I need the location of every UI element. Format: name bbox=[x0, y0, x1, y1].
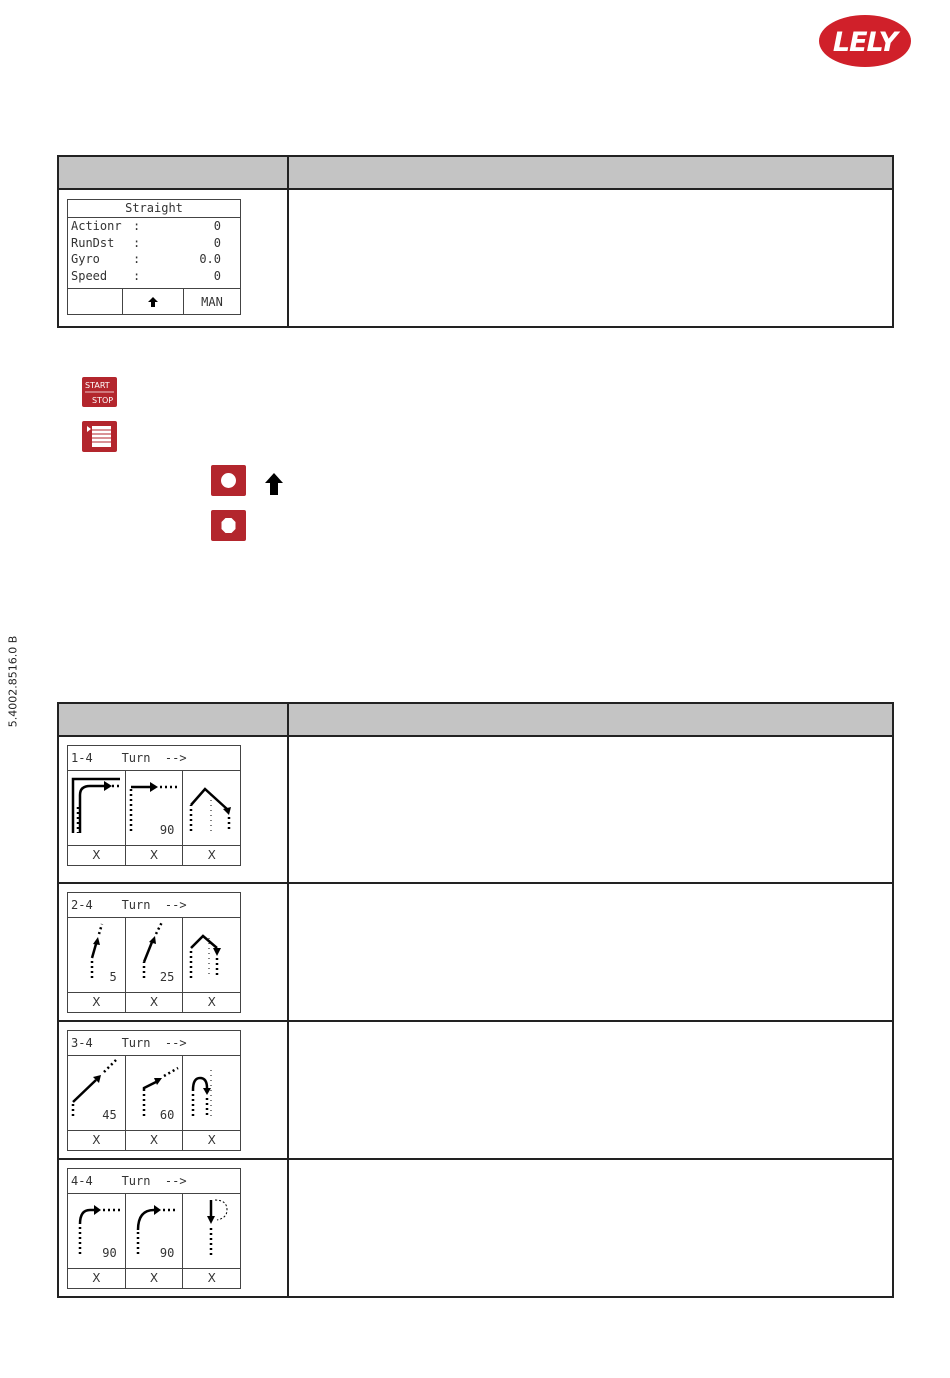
turn-screen-3: 3-4 Turn --> 45 60 X X X bbox=[67, 1030, 241, 1151]
document-code: 5.4002.8516.0 B bbox=[6, 635, 20, 728]
screen-cell bbox=[58, 736, 288, 883]
turn-option: 5 bbox=[68, 918, 125, 992]
turn-option: 90 bbox=[125, 1194, 183, 1268]
screen-title: 4-4 Turn --> bbox=[68, 1169, 240, 1194]
menu-key-icon bbox=[82, 421, 117, 452]
table-header-cell bbox=[58, 703, 288, 736]
description-cell bbox=[288, 1021, 893, 1159]
turn-screen-1: 1-4 Turn --> 90 X X X bbox=[67, 745, 241, 866]
screen-cell bbox=[58, 1021, 288, 1159]
octagon-key-icon bbox=[211, 510, 246, 541]
up-arrow-icon bbox=[122, 289, 183, 314]
screen-cell bbox=[58, 189, 288, 327]
lely-logo bbox=[818, 14, 912, 68]
turn-screen-4: 4-4 Turn --> 90 90 X X X bbox=[67, 1168, 241, 1289]
screen-row: Gyro : 0.0 bbox=[71, 252, 221, 266]
straight-screen bbox=[67, 199, 241, 315]
turn-option: 25 bbox=[125, 918, 183, 992]
screen-row: RunDst : 0 bbox=[71, 235, 221, 250]
description-cell bbox=[288, 189, 893, 327]
turn-option bbox=[182, 771, 240, 845]
start-stop-key bbox=[82, 377, 117, 407]
turn-option: 90 bbox=[68, 1194, 125, 1268]
man-label: MAN bbox=[183, 289, 240, 314]
screen-title: 2-4 Turn --> bbox=[68, 893, 240, 918]
turn-option bbox=[182, 1056, 240, 1130]
screen-table-2 bbox=[57, 702, 894, 1298]
turn-option: 45 bbox=[68, 1056, 125, 1130]
screen-table-1 bbox=[57, 155, 894, 328]
up-arrow-icon bbox=[265, 473, 283, 495]
screen-footer bbox=[68, 288, 240, 314]
svg-text:STOP: STOP bbox=[92, 396, 114, 405]
screen-row: Speed : 0 bbox=[71, 268, 221, 283]
turn-screen-2: 2-4 Turn --> 5 25 X X X bbox=[67, 892, 241, 1013]
screen-title: 1-4 Turn --> bbox=[68, 746, 240, 771]
screen-title: 3-4 Turn --> bbox=[68, 1031, 240, 1056]
table-header-cell bbox=[288, 703, 893, 736]
screen-title: Straight bbox=[68, 200, 240, 218]
turn-option: 90 bbox=[125, 771, 183, 845]
turn-option bbox=[68, 771, 125, 845]
svg-text:START: START bbox=[85, 381, 110, 390]
turn-option: 60 bbox=[125, 1056, 183, 1130]
screen-row: Actionr : 0 bbox=[71, 219, 221, 233]
description-cell bbox=[288, 736, 893, 883]
round-key-icon bbox=[211, 465, 246, 496]
screen-cell bbox=[58, 1159, 288, 1297]
turn-option bbox=[182, 1194, 240, 1268]
logo-text: LELY bbox=[832, 27, 898, 58]
turn-option bbox=[182, 918, 240, 992]
description-cell bbox=[288, 883, 893, 1021]
screen-cell bbox=[58, 883, 288, 1021]
table-header-cell bbox=[58, 156, 288, 189]
table-header-cell bbox=[288, 156, 893, 189]
description-cell bbox=[288, 1159, 893, 1297]
